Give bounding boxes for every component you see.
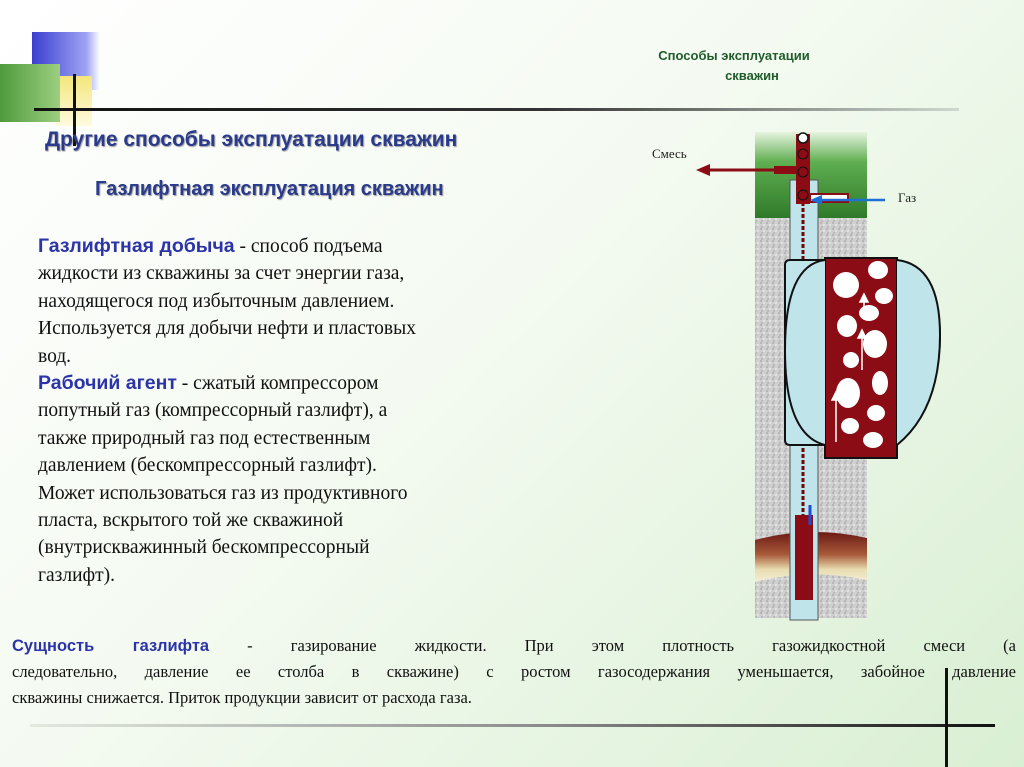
oil-column	[795, 515, 813, 600]
gaslift-description	[38, 233, 543, 589]
text-line: газлифт).	[38, 564, 116, 586]
gaslift-essence	[12, 633, 1016, 711]
term-gaslift-essence: Сущность газлифта	[12, 637, 210, 655]
page-subtitle: Газлифтная эксплуатация скважин	[95, 178, 444, 200]
arrow-left-icon	[696, 164, 710, 176]
text-line: (внутрискважинный бескомпрессорный	[38, 537, 370, 559]
label-mixture: Смесь	[652, 146, 687, 161]
term-working-agent: Рабочий агент	[38, 372, 177, 395]
text-line: пласта, вскрытого той же скважиной	[38, 510, 344, 532]
text-line: Может использоваться газ из продуктивного	[38, 482, 408, 504]
text-fragment: - способ подъема	[234, 236, 383, 257]
page-title: Другие способы эксплуатации скважин	[45, 128, 458, 151]
text-fragment: - газирование жидкости. При этом плотность газожидкостной смеси (а	[209, 636, 1016, 655]
text-line	[38, 370, 543, 397]
text-line: следовательно, давление ее столба в скважине) с ростом газосодержания уменьшается, забойное давление	[12, 662, 1016, 681]
decor-square-green	[0, 64, 60, 122]
text-fragment: - сжатый компрессором	[176, 373, 379, 395]
section-title	[634, 46, 834, 86]
section-title-line2: скважин	[725, 68, 779, 83]
text-line: также природный газ под естественным	[38, 427, 371, 449]
section-title-line1: Способы эксплуатации	[658, 48, 810, 63]
magnified-bubbles	[785, 258, 940, 458]
text-line	[38, 233, 543, 260]
term-gaslift-production: Газлифтная добыча	[38, 235, 235, 257]
text-line: Используется для добычи нефти и пластовых	[38, 318, 416, 340]
label-gas: Газ	[898, 190, 917, 205]
text-line: давлением (бескомпрессорный газлифт).	[38, 455, 377, 477]
text-line: жидкости из скважины за счет энергии газа,	[38, 263, 405, 285]
divider-bottom	[30, 724, 995, 727]
text-line: скважины снижается. Приток продукции зависит от расхода газа.	[12, 688, 472, 707]
text-line: вод.	[38, 345, 72, 367]
gaslift-well-diagram	[640, 120, 950, 625]
text-line: находящегося под избыточным давлением.	[38, 290, 395, 312]
divider-top	[34, 108, 959, 111]
text-line: попутный газ (компрессорный газлифт), а	[38, 400, 388, 422]
text-line	[12, 633, 1016, 659]
